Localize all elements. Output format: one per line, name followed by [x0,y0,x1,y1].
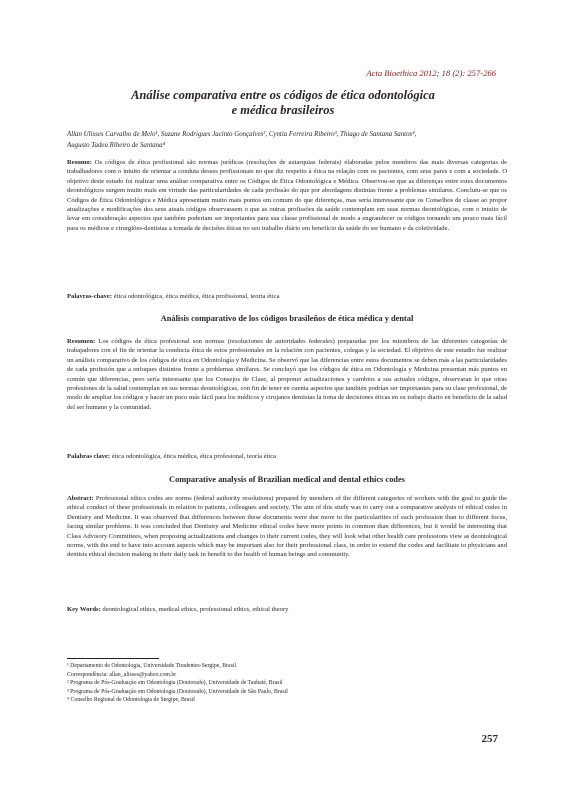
palabras-clave-label: Palabras clave: [67,453,111,460]
resumen-text: Los códigos de ética profesional son normas (resoluciones de autoridades federales) preparadas por los miembros de las diferentes categorías de trabajadores con el fin de orientar la conducta ética de estos profesionales en la relación con pacientes, colegas y la sociedad. El objetivo de este estudio fue realizar un análisis comparativo de los códigos de ética en Odontología y Medicina. Se observó que las diferencias entre estos documentos se deben más a las particularidades de cada profesión que a enfoques distintos frente a problemas similares. Se concluyó que los códigos de ética en Odontología y Medicina presentan más puntos en común que diferencias, pero sería interesante que los Consejos de Clase, al proponer actualizaciones y cambios a sus actuales códigos, observaran lo que otras profesiones de la salud contemplan en sus normas deontológicas, con fin de tener en cuenta aspectos que también podrían ser importantes para su clase profesional, de modo de ampliar los códigos y hacer un poco más fácil para los médicos y cirujanos dentistas la toma de decisiones éticas en su trabajo diario en beneficio de la salud del ser humano y la comunidad. [67,338,507,411]
page-number: 257 [481,733,498,745]
journal-reference: Acta Bioethica 2012; 18 (2): 257-266 [366,68,496,78]
palabras-clave [67,452,507,461]
english-abstract [67,494,507,560]
key-words [67,605,507,614]
resumo-label: Resumo: [67,159,92,166]
resumo-text: Os códigos de ética profissional são normas jurídicas (resoluções de autarquias federais) elaboradas pelos membros das mais diversas categorias de trabalhadores com o intuito de orientar a conduta desses profissionais no que diz respeito à ética na relação com os pacientes, com seus pares e com a sociedade. O objetivo deste estudo foi realizar uma análise comparativa entre os Códigos de Ética Odontológica e Médica. Observou-se que as diferenças entre estes documentos deontológicos surgem muito mais em virtude das particularidades de cada profissão do que por abordagens distintas frente a problemas similares. Concluiu-se que os Códigos de Ética Odontológica e Médica apresentam muito mais pontos em comum do que diferenças, mas seria interessante que os Conselhos de classe ao propor atualizações e modificações dos seus atuais códigos observassem o que as outras profissões da saúde contemplam em suas normas deontológicas, com o intuito de levar em consideração aspectos que também poderiam ser importantes para sua classe profissional de modo a engrandecer os códigos tornando um pouco mais fácil para os médicos e cirurgiões-dentistas a tomada de decisões éticas no seu trabalho diário em benefício da saúde do ser humano e da coletividade. [67,159,507,232]
title-line-2: e médica brasileiros [231,103,335,117]
article-title [60,88,506,118]
palavras-chave-label: Palavras-chave: [67,293,113,300]
footnote-divider [67,658,159,659]
resumen-abstract [67,337,507,412]
heading-english: Comparative analysis of Brazilian medical and dental ethics codes [169,475,405,484]
footnote-1: ¹ Departamento de Odontologia, Universidade Tiradentes-Sergipe, Brasil [67,663,237,669]
resumo-abstract [67,158,507,233]
footnotes [67,662,487,705]
heading-spanish: Análisis comparativo de los códigos brasileños de ética médica y dental [160,314,414,323]
palavras-chave-text: ética odontológica, ética médica, ética profissional, teoria ética [112,293,280,300]
authors-line-1: Allan Ulisses Carvalho de Melo¹, Suzane Rodrigues Jacinto Gonçalves², Cyntia Ferreira Ribeiro³, Thiago de Santana Santos⁴, [67,131,417,138]
title-line-1: Análise comparativa entre os códigos de ética odontológica [131,88,435,102]
authors [67,130,507,151]
palavras-chave [67,292,507,301]
abstract-label: Abstract: [67,495,94,502]
palabras-clave-text: ética odontológica, ética médica, ética profesional, teoría ética [110,453,277,460]
abstract-text: Professional ethics codes are norms (federal authority resolutions) prepared by members of the different categories of workers with the goal to guide the ethical conduct of these professionals in relation to patients, colleagues and society. The aim of this study was to carry out a comparative analysis of ethical codes in Dentistry and Medicine. It was observed that differences between these documents were due more to the particularities of each profession than to different focus, facing similar problems. It was concluded that Dentistry and Medicine ethical codes have more points in common than differences, but it would be interesting that Class Advisory Committees, when proposing actualizations and changes to their current codes, they will look what other health care professions view as deontological norms, with the end to have into account aspects which may be important also for their professional class, in order to extend the codes and facilitate to physicians and dentists ethical decision making in their daily task in benefit to the health of human beings and community. [67,495,507,559]
footnote-2: ² Programa de Pós-Graduação em Odontologia (Doutorado), Universidade de Taubaté, Brasil [67,680,283,687]
resumen-label: Resumen: [67,338,96,345]
authors-line-2: Augusto Tadeu Ribeiro de Santana⁴ [67,141,165,149]
footnote-correspondence: Correspondência: allan_ulisses@yahoo.com.br [67,671,177,678]
key-words-text: deontological ethics, medical ethics, professional ethics, ethical theory [100,606,289,613]
key-words-label: Key Words: [67,606,101,613]
footnote-4: ⁴ Conselho Regional de Odontologia de Sergipe, Brasil [67,697,195,704]
footnote-3: ³ Programa de Pós-Graduação em Odontologia (Doutorado), Universidade de São Paulo, Brasil [67,688,288,695]
